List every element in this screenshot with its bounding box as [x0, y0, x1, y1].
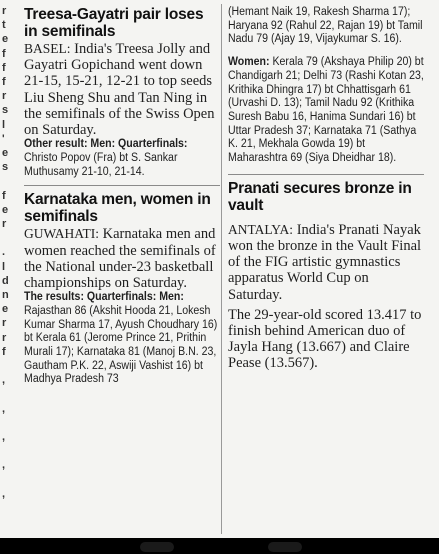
margin-glyph: , — [2, 459, 6, 472]
nav-pill — [140, 542, 174, 552]
story-body-gymnastics — [228, 222, 424, 303]
women-text: Kerala 79 (Akshaya Philip 20) bt Chandigarh 21; Delhi 73 (Rashi Kotan 23, Krithika Dhingra 17) bt Chhattisgarh 61 (Urvashi D. 13); Tamil Nadu 92 (Krithika Suresh Babu 16, Hanima Sundari 16) bt Uttar Pradesh 37; Karnataka 71 (Sathya K. 21, Mekhala Gowda 19) bt Maharashtra 69 (Siya Dheidhar 18). — [228, 56, 424, 165]
women-results — [228, 56, 424, 166]
margin-glyph: e — [2, 203, 9, 216]
body-text-gymnastics-1: India's Pranati Nayak won the bronze in the Vault Final of the FIG artistic gymnastics apparatus World Cup on Saturday. — [228, 221, 422, 303]
margin-glyph: r — [2, 5, 7, 17]
margin-glyph: l — [2, 118, 6, 131]
margin-glyph: e — [2, 147, 9, 159]
dateline-guwahati: GUWAHATI: — [24, 226, 99, 242]
other-result-text: Christo Popov (Fra) bt S. Sankar Muthusamy 21-10, 21-14. — [24, 151, 178, 178]
results-label: The results: Quarterfinals: Men: — [24, 291, 184, 304]
story-body-badminton — [24, 41, 220, 138]
story-body-basketball — [24, 226, 220, 291]
margin-glyph: , — [2, 487, 6, 500]
margin-glyph: f — [2, 189, 6, 202]
margin-glyph: e — [2, 33, 9, 46]
margin-glyph: l — [2, 260, 6, 273]
margin-glyph: r — [2, 218, 7, 230]
margin-glyph: ' — [2, 132, 5, 145]
margin-glyph: r — [2, 331, 7, 344]
dateline-basel: BASEL: — [24, 41, 71, 56]
headline-treesa-gayatri: Treesa-Gayatri pair loses in semifinals — [24, 6, 204, 40]
story-body-gymnastics-2: The 29-year-old scored 13.417 to finish behind American duo of Jayla Hang (13.667) and Claire Pease (13.567). — [228, 306, 422, 372]
story-basketball — [24, 191, 220, 387]
margin-glyph: , — [2, 402, 6, 415]
margin-glyph: f — [2, 76, 6, 88]
divider — [24, 185, 220, 186]
results-continued: (Hemant Naik 19, Rakesh Sharma 17); Haryana 92 (Rahul 22, Rajan 19) bt Tamil Nadu 79 (Ajay 19, Vijaykumar S. 16). — [228, 6, 423, 46]
headline-karnataka: Karnataka men, women in semifinals — [24, 191, 211, 226]
other-result — [24, 138, 220, 179]
margin-glyph: . — [2, 246, 6, 259]
margin-glyph: d — [2, 274, 9, 287]
margin-glyph: e — [2, 303, 9, 316]
dateline-antalya: ANTALYA: — [228, 221, 294, 237]
margin-glyph: f — [2, 345, 6, 358]
margin-glyph: t — [2, 19, 6, 32]
nav-pill — [268, 542, 302, 552]
bottom-bar — [0, 538, 439, 554]
story-gymnastics — [228, 180, 424, 372]
margin-glyph: , — [2, 374, 6, 387]
margin-glyph: r — [2, 90, 7, 103]
body-text-badminton: India's Treesa Jolly and Gayatri Gopichand went down 21-15, 15-21, 12-21 to top seeds Liu Sheng Shu and Tan Ning in the semifinals of the Swiss Open on Saturday. — [24, 41, 215, 139]
margin-glyph: f — [2, 61, 6, 74]
results-list — [24, 291, 220, 387]
margin-glyph: s — [2, 161, 9, 174]
other-result-label: Other result: Men: Quarterfinals: — [24, 138, 188, 151]
women-label: Women: — [228, 56, 270, 69]
divider — [228, 174, 424, 175]
results-text: Rajasthan 86 (Akshit Hooda 21, Lokesh Kumar Sharma 17, Ayush Choudhary 16) bt Kerala 61 (Jerome Prince 21, Prithin Murali 17); Karnataka 81 (Manoj B.N. 23, Gautham P.K. 22, Aswiji Vashist 16) bt Madhya Pradesh 73 — [24, 304, 218, 386]
column-rule — [221, 4, 222, 534]
body-text-basketball: Karnataka men and women reached the semifinals of the National under-23 basketball championships on Saturday. — [24, 226, 216, 291]
margin-glyph: f — [2, 47, 6, 60]
margin-glyph: r — [2, 317, 7, 330]
margin-glyph: n — [2, 289, 9, 301]
column-left — [24, 6, 220, 387]
left-margin-cut-text — [0, 0, 16, 538]
headline-pranati: Pranati secures bronze in vault — [228, 179, 412, 214]
column-right — [228, 6, 424, 372]
margin-glyph: s — [2, 104, 9, 117]
story-badminton — [24, 6, 220, 179]
margin-glyph: , — [2, 431, 6, 443]
